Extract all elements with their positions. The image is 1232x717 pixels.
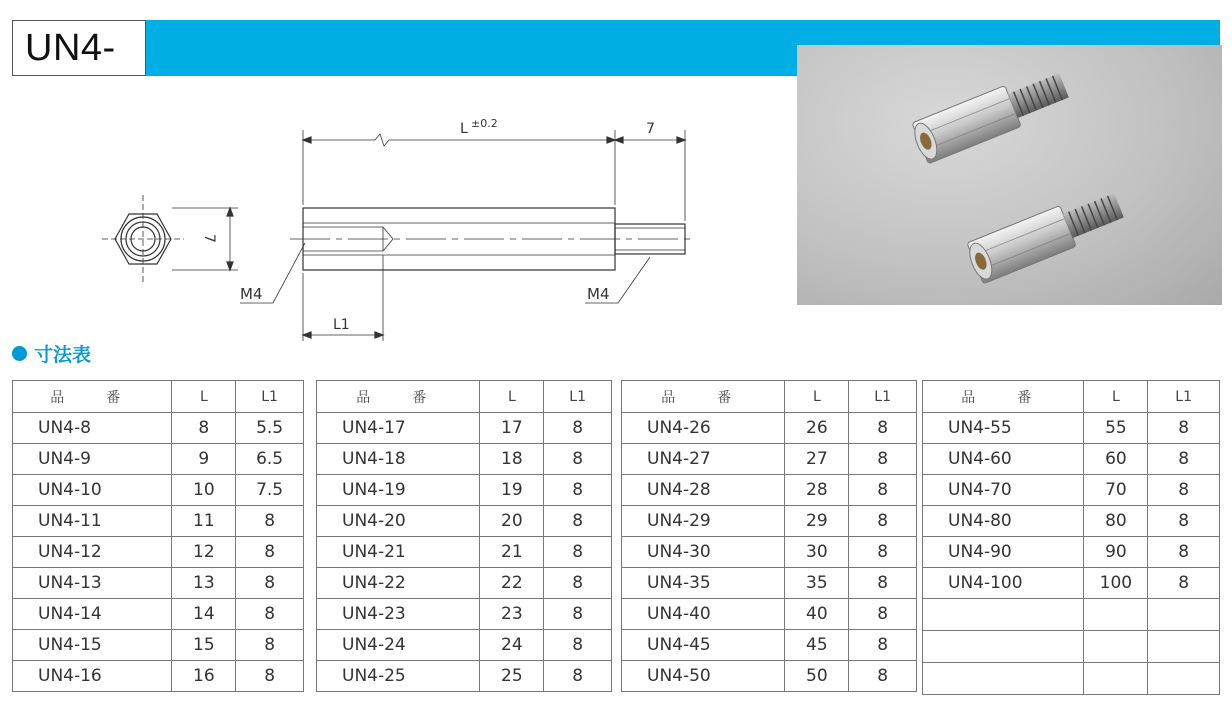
cell-name: UN4-80 [923,506,1084,537]
table-row [923,413,1220,444]
cell-name [923,631,1084,663]
cell-l: 80 [1084,506,1148,537]
cell-name: UN4-23 [317,599,480,630]
cell-l1: 8 [236,599,304,630]
cell-l: 15 [172,630,236,661]
cell-l1: 8 [1148,568,1220,599]
table-row-empty [923,663,1220,695]
product-photo [797,45,1222,305]
technical-drawing [90,105,710,345]
col-header-l1: L1 [849,381,917,413]
cell-l: 29 [785,506,849,537]
cell-name: UN4-40 [622,599,785,630]
cell-l1: 8 [544,444,612,475]
cell-l1: 8 [849,630,917,661]
cell-l1: 8 [849,537,917,568]
cell-name: UN4-24 [317,630,480,661]
cell-name: UN4-14 [13,599,172,630]
cell-name: UN4-60 [923,444,1084,475]
cell-l1: 8 [1148,537,1220,568]
cell-l1 [1148,631,1220,663]
table-row-empty [923,631,1220,663]
cell-l: 9 [172,444,236,475]
cell-l1: 5.5 [236,413,304,444]
table-row [13,630,304,661]
right-thread-label: M4 [587,285,610,303]
section-heading [12,340,91,367]
cell-l1: 8 [544,568,612,599]
cell-name: UN4-9 [13,444,172,475]
cell-name: UN4-90 [923,537,1084,568]
spacer-lower [964,185,1127,285]
cell-name: UN4-16 [13,661,172,692]
cell-l1: 8 [236,568,304,599]
table-header-row [622,381,917,413]
col-header-l: L [480,381,544,413]
cell-name: UN4-12 [13,537,172,568]
table-row [13,599,304,630]
cell-l: 100 [1084,568,1148,599]
table-row [317,475,612,506]
cell-name: UN4-22 [317,568,480,599]
dimension-table-1 [12,380,304,692]
table-row [923,506,1220,537]
left-thread-label: M4 [240,285,263,303]
col-header-l: L [785,381,849,413]
cell-name: UN4-15 [13,630,172,661]
cell-l: 27 [785,444,849,475]
table-row [622,506,917,537]
cell-name: UN4-21 [317,537,480,568]
cell-name [923,663,1084,695]
cell-l: 10 [172,475,236,506]
table-header-row [317,381,612,413]
cell-l: 8 [172,413,236,444]
cell-l: 40 [785,599,849,630]
cell-name: UN4-50 [622,661,785,692]
cell-l [1084,599,1148,631]
cell-l: 12 [172,537,236,568]
cell-l: 25 [480,661,544,692]
cell-l: 22 [480,568,544,599]
cell-l1: 8 [849,444,917,475]
cell-name: UN4-25 [317,661,480,692]
bullet-icon [12,346,27,361]
cell-l: 60 [1084,444,1148,475]
cell-l1: 8 [544,661,612,692]
cell-l1: 8 [544,537,612,568]
dimension-table-2 [316,380,612,692]
table-row [317,630,612,661]
hex-width-label: 7 [201,234,217,243]
cell-l [1084,663,1148,695]
cell-name: UN4-18 [317,444,480,475]
col-header-l: L [172,381,236,413]
cell-l: 70 [1084,475,1148,506]
table-row [13,444,304,475]
cell-name [923,599,1084,631]
cell-l: 11 [172,506,236,537]
cell-l: 21 [480,537,544,568]
cell-l1: 8 [1148,475,1220,506]
col-header-name: 品 番 [13,381,172,413]
table-row [317,506,612,537]
cell-l: 30 [785,537,849,568]
cell-name: UN4-10 [13,475,172,506]
cell-name: UN4-35 [622,568,785,599]
table-row [923,444,1220,475]
table-row [317,599,612,630]
table-row [13,506,304,537]
col-header-l1: L1 [1148,381,1220,413]
spacer-body [240,130,695,341]
cell-l: 45 [785,630,849,661]
table-row [622,599,917,630]
cell-l: 19 [480,475,544,506]
cell-l1: 8 [236,506,304,537]
cell-l1: 8 [849,599,917,630]
cell-l: 14 [172,599,236,630]
table-header-row [13,381,304,413]
table-row [923,537,1220,568]
col-header-name: 品 番 [923,381,1084,413]
cell-name: UN4-27 [622,444,785,475]
cell-l1: 8 [236,630,304,661]
table-row [622,444,917,475]
table-row [317,661,612,692]
cell-l: 55 [1084,413,1148,444]
cell-l1: 8 [544,413,612,444]
cell-name: UN4-55 [923,413,1084,444]
table-row [13,661,304,692]
title-box [12,20,146,76]
cell-l: 26 [785,413,849,444]
cell-name: UN4-13 [13,568,172,599]
table-row [923,568,1220,599]
cell-name: UN4-100 [923,568,1084,599]
table-row [13,568,304,599]
cell-name: UN4-11 [13,506,172,537]
cell-name: UN4-17 [317,413,480,444]
cell-l1: 8 [849,413,917,444]
spacer-upper [909,65,1072,165]
cell-l1: 8 [544,630,612,661]
cell-name: UN4-26 [622,413,785,444]
cell-l: 13 [172,568,236,599]
table-row [317,413,612,444]
cell-l1: 8 [1148,413,1220,444]
spacers-illustration [797,45,1222,305]
dimension-table-3 [621,380,917,692]
table-row [622,661,917,692]
cell-name: UN4-20 [317,506,480,537]
page-title: UN4- [25,26,116,69]
table-row [622,475,917,506]
table-row [13,413,304,444]
cell-l1: 6.5 [236,444,304,475]
cell-l: 24 [480,630,544,661]
cell-l: 16 [172,661,236,692]
cell-name: UN4-8 [13,413,172,444]
table-row [622,568,917,599]
table-row-empty [923,599,1220,631]
cell-name: UN4-28 [622,475,785,506]
tolerance-label: ±0.2 [471,117,498,130]
cell-l1: 8 [544,599,612,630]
table-row [317,568,612,599]
cell-l: 18 [480,444,544,475]
cell-l1: 8 [849,506,917,537]
table-row [317,444,612,475]
col-header-l: L [1084,381,1148,413]
cell-l1: 8 [236,661,304,692]
table-row [923,475,1220,506]
cell-l1: 8 [544,475,612,506]
cell-name: UN4-30 [622,537,785,568]
col-header-name: 品 番 [317,381,480,413]
thread-length-label: 7 [646,121,655,137]
col-header-l1: L1 [544,381,612,413]
cell-name: UN4-29 [622,506,785,537]
cell-name: UN4-70 [923,475,1084,506]
cell-l1: 8 [236,537,304,568]
table-row [317,537,612,568]
table-row [622,537,917,568]
cell-l1: 8 [849,475,917,506]
cell-l: 28 [785,475,849,506]
cell-l1: 8 [849,568,917,599]
cell-l: 20 [480,506,544,537]
table-row [622,413,917,444]
l1-label: L1 [333,317,350,333]
cell-l1: 7.5 [236,475,304,506]
cell-l: 23 [480,599,544,630]
table-row [13,537,304,568]
table-row [622,630,917,661]
col-header-l1: L1 [236,381,304,413]
cell-l: 90 [1084,537,1148,568]
cell-l1: 8 [1148,506,1220,537]
cell-l: 35 [785,568,849,599]
table-row [13,475,304,506]
cell-l: 50 [785,661,849,692]
cell-l1 [1148,663,1220,695]
col-header-name: 品 番 [622,381,785,413]
cell-l1: 8 [1148,444,1220,475]
cell-name: UN4-45 [622,630,785,661]
cell-l1 [1148,599,1220,631]
cell-l: 17 [480,413,544,444]
length-label: L [460,121,468,137]
table-header-row [923,381,1220,413]
cell-name: UN4-19 [317,475,480,506]
dimension-table-4 [922,380,1220,695]
cell-l1: 8 [544,506,612,537]
section-heading-label: 寸法表 [34,344,92,366]
cell-l1: 8 [849,661,917,692]
cell-l [1084,631,1148,663]
